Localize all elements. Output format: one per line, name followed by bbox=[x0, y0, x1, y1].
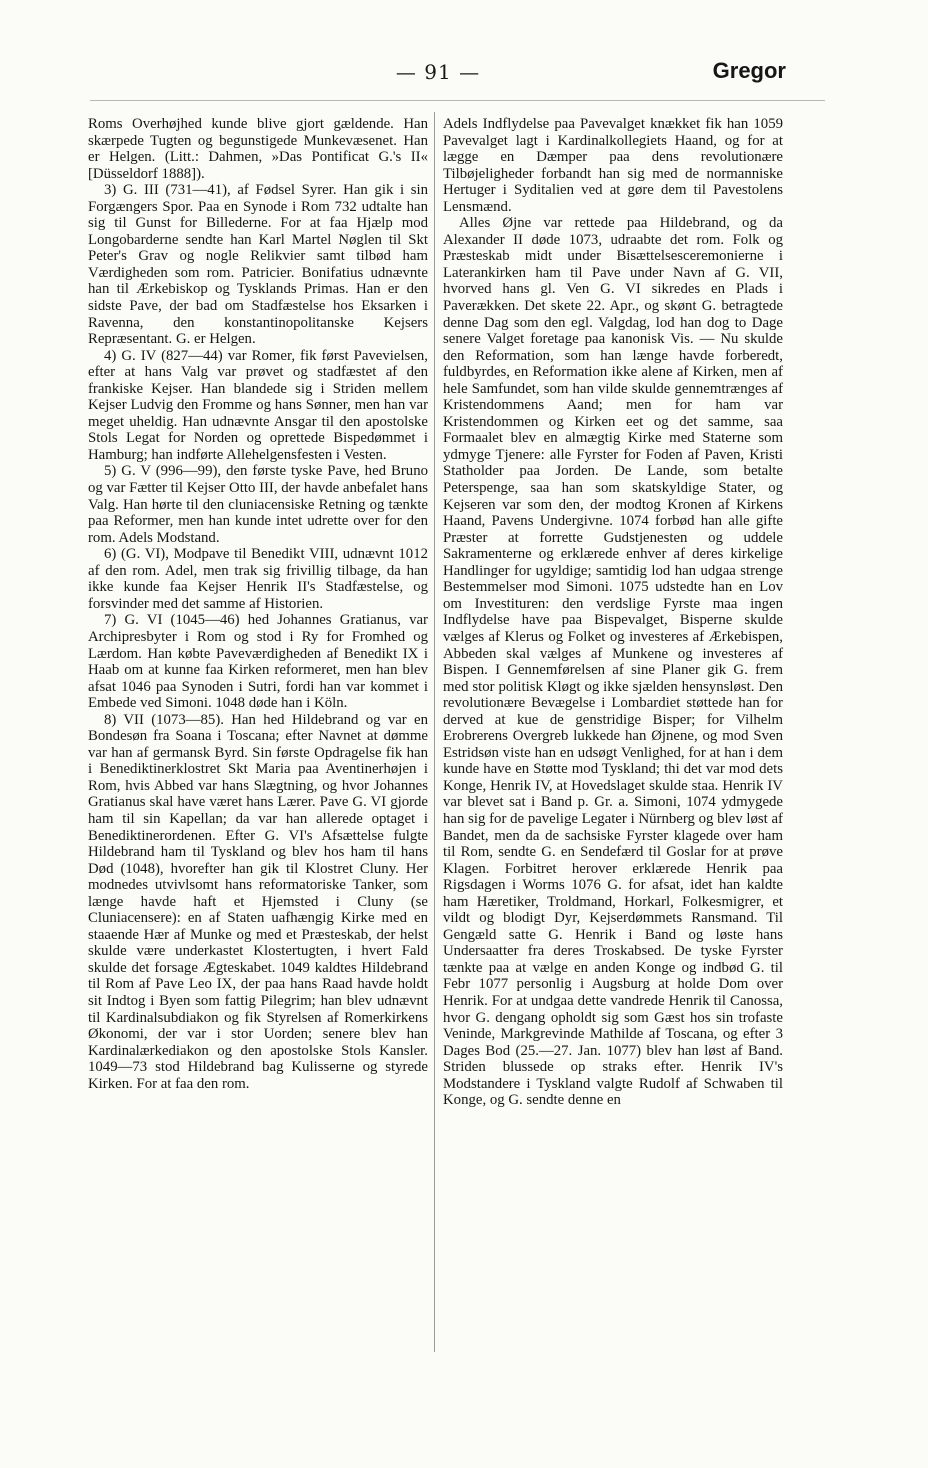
paragraph-papacy-of-gregor-vii: Alles Øjne var rettede paa Hildebrand, og da Alexander II døde 1073, udraabte det rom. Folk og Præsteskab midt under Bisættelsesceremonierne i Laterankirken ham til Pave under Navn af G. VII, hvorved hans gl. Ven G. VI sikredes en Plads i Paverækken. Det skete 22. Apr., og skønt G. betragtede denne Dag som den egl. Valgdag, lod han dog to Dage senere Valget foretage paa kanonisk Vis. — Nu skulde den Reformation, som han længe havde forberedt, fuldbyrdes, en Reformation ikke alene af Kirken, men af hele Samfundet, som han vilde skulde gennemtrænges af Kristendommens Aand; men for ham var Kristendommen og Kirken eet og det samme, saa Formaalet blev en almægtig Kirke med Staterne som ydmyge Tjenere: alle Fyrster for Foden af Paven, Kristi Statholder paa Jorden. De Lande, som betalte Peterspenge, saa han som skatskyldige Stater, og Kejseren var som den, der modtog Kronen af Kirkens Haand, Pavens Undergivne. 1074 forbød han alle gifte Præster at forrette Gudstjenesten og uddele Sakramenterne og erklærede enhver af deres kirkelige Handlinger for ugyldige; samtidig lod han udgaa strenge Bestemmelser mod Simoni. 1075 udstedte han en Lov om Investituren: den verdslige Fyrste maa ingen Indflydelse have paa Bispevalget, Bisperne skulde vælges af Klerus og Folket og investeres af Ærkebispen, Abbeden skal vælges af Munkene og investeres af Bispen. I Gennemførelsen af sine Planer gik G. frem med stor politisk Kløgt og ikke sjælden hensynsløst. Den revolutionære Bevægelse i Lombardiet støttede han for derved at kue de genstridige Bisper; for Vilhelm Erobrerens Overgreb lukkede han Øjnene, og mod Sven Estridsøn viste han en udsøgt Venlighed, for at han i dem kunde have en Støtte mod Tyskland; thi det var mod dets Konge, Henrik IV, at Hovedslaget skulde staa. Henrik IV var blevet sat i Band p. Gr. a. Simoni, 1074 ydmygede han sig for de pavelige Legater i Nürnberg og blev løst af Bandet, men da de sachsiske Fyrster klagede over ham til Rom, sendte G. en Sendefærd til Goslar for at prøve Klagen. Forbitret herover erklærede Henrik paa Rigsdagen i Worms 1076 G. for afsat, idet han kaldte ham Hæretiker, Troldmand, Horkarl, Folkesmigrer, et vildt og blodigt Dyr, Kejserdømmets Ransmand. Til Gengæld satte G. Henrik i Band og løste hans Undersaatter fra deres Troskabsed. De tyske Fyrster tænkte paa at vælge en anden Konge og indbød G. til Febr 1077 personlig i Augsburg at holde Dom over Henrik. For at undgaa dette vandrede Henrik til Canossa, hvor G. dengang opholdt sig som Gæst hos sin trofaste Veninde, Markgrevinde Mathilde af Toscana, og efter 3 Dages Bod (25.—27. Jan. 1077) blev han løst af Band. Striden blussede op straks efter. Henrik IV's Modstandere i Tyskland valgte Rudolf af Schwaben til Konge, og G. sendte denne en bbox=[443, 215, 783, 1109]
paragraph-gregor-vii: 8) VII (1073—85). Han hed Hildebrand og var en Bondesøn fra Soana i Toscana; efter Navnet at dømme var han af germansk Byrd. Sin første Opdragelse fik han i Benediktinerklostret Skt Maria paa Aventinerhøjen i Rom, hvis Abbed var hans Slægtning, og hvor Johannes Gratianus skal have været hans Lærer. Pave G. VI gjorde ham til sin Kapellan; da var han allerede optaget i Benediktinerordenen. Efter G. VI's Afsættelse fulgte Hildebrand ham til Tyskland og blev hos ham til hans Død (1048), hvorefter han gik til Klostret Cluny. Her modnedes utvivlsomt hans reformatoriske Tanker, som længe havde haft et Hjemsted i Cluny (se Cluniacensere): en af Staten uafhængig Kirke med en staaende Hær af Munke og med et Præsteskab, der helst skulde være underkastet Klostertugten, i hvert Fald skulde det forsage Ægteskabet. 1049 kaldtes Hildebrand til Rom af Pave Leo IX, der paa hans Raad havde holdt sit Indtog i Byen som fattig Pilegrim; han blev udnævnt til Kardinalsubdiakon og fik Styrelsen af Romerkirkens Økonomi, der var i stor Uorden; senere blev han Kardinalærkediakon og den apostolske Stols Kansler. 1049—73 stod Hildebrand bag Kulisserne og styrede Kirken. For at faa den rom. bbox=[88, 711, 428, 1092]
paragraph-continuation: Roms Overhøjhed kunde blive gjort gældende. Han skærpede Tugten og begunstigede Munkevæsenet. Han er Helgen. (Litt.: Dahmen, »Das Pontificat G.'s II« [Düsseldorf 1888]). bbox=[88, 116, 428, 182]
paragraph-gregor-iii: 3) G. III (731—41), af Fødsel Syrer. Han gik i sin Forgængers Spor. Paa en Synode i Rom 732 udtalte han sig til Gunst for Billederne. For at faa Hjælp mod Longobarderne sendte han Karl Martel Nøglen til Skt Peter's Grav og nogle Relikvier samt tilbød ham Værdigheden som rom. Patricier. Bonifatius udnævnte han til Ærkebiskop og Tysklands Primas. Han er den sidste Pave, der bad om Stadfæstelse hos Eksarken i Ravenna, den konstantinopolitanske Kejsers Repræsentant. G. er Helgen. bbox=[88, 182, 428, 348]
right-column bbox=[443, 116, 783, 1109]
column-divider bbox=[434, 112, 435, 1352]
paragraph-antipope-gregor-vi: 6) (G. VI), Modpave til Benedikt VIII, udnævnt 1012 af den rom. Adel, men trak sig frivillig tilbage, da han ikke kunde faa Kejser Henrik II's Stadfæstelse, og forsvinder med det samme af Historien. bbox=[88, 546, 428, 612]
paragraph-gregor-v: 5) G. V (996—99), den første tyske Pave, hed Bruno og var Fætter til Kejser Otto III, der havde anbefalet hans Valg. Han hørte til den cluniacensiske Retning og tænkte paa Reformer, men han kunde intet udrette over for den rom. Adels Modstand. bbox=[88, 463, 428, 546]
paragraph-gregor-iv: 4) G. IV (827—44) var Romer, fik først Pavevielsen, efter at hans Valg var prøvet og stadfæstet af den frankiske Kejser. Han blandede sig i Striden mellem Kejser Ludvig den Fromme og hans Sønner, men han var meget uheldig. Han udnævnte Ansgar til den apostolske Stols Legat for Norden og oprettede Bispedømmet i Hamburg; han indførte Allehelgensfesten i Vesten. bbox=[88, 347, 428, 463]
header-divider bbox=[90, 100, 825, 101]
page-number: — 91 — bbox=[395, 60, 481, 84]
paragraph-continuation: Adels Indflydelse paa Pavevalget knækket fik han 1059 Pavevalget lagt i Kardinalkollegiets Haand, og for at lægge en Dæmper paa dens revolutionære Tilbøjeligheder forbandt han sig med de normanniske Hertuger i Syditalien ved at gøre dem til Pavestolens Lensmænd. bbox=[443, 116, 783, 215]
running-head: Gregor bbox=[712, 58, 786, 83]
left-column bbox=[88, 116, 428, 1092]
paragraph-gregor-vi: 7) G. VI (1045—46) hed Johannes Gratianus, var Archipresbyter i Rom og stod i Ry for Fromhed og Lærdom. Han købte Paveværdigheden af Benedikt IX i Haab om at kunne faa Kirken reformeret, men han blev afsat 1046 paa Synoden i Sutri, fordi han var kommet i Embede ved Simoni. 1048 døde han i Köln. bbox=[88, 612, 428, 712]
